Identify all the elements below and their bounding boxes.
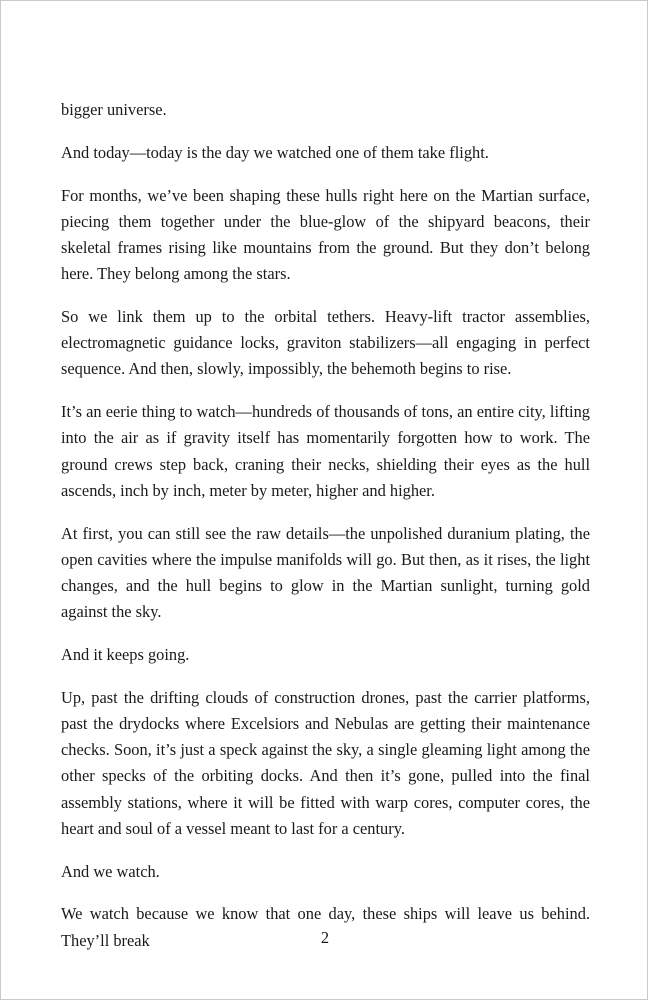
paragraph-6: At first, you can still see the raw details—the unpolished duranium plating, the open cavities where the impulse manifolds will go. But then, as it rises, the light changes, and the hull begins to glow in the Martian sunlight, turning gold against the sky. — [61, 523, 590, 622]
paragraph-5: It’s an eerie thing to watch—hundreds of thousands of tons, an entire city, lifting into the air as if gravity itself has momentarily forgotten how to work. The ground crews step back, craning their necks, shielding their eyes as the hull ascends, inch by inch, meter by meter, higher and higher. — [61, 402, 590, 500]
body-text — [61, 97, 590, 970]
paragraph-8: Up, past the drifting clouds of construction drones, past the carrier platforms, past the drydocks where Excelsiors and Nebulas are getting their maintenance checks. Soon, it’s just a speck against the sky, a single gleaming light among the other specks of the orbiting docks. And then it’s gone, pulled into the final assembly stations, where it will be fitted with warp cores, computer cores, the heart and soul of a vessel meant to last for a century. — [61, 687, 590, 838]
paragraph-9: And we watch. — [61, 861, 160, 881]
paragraph-10: We watch because we know that one day, these ships will leave us behind. They’ll break — [61, 904, 590, 950]
page-number: 2 — [320, 928, 330, 947]
paragraph-3: For months, we’ve been shaping these hulls right here on the Martian surface, piecing them together under the blue-glow of the shipyard beacons, their skeletal frames rising like mountains from the ground. But they don’t belong here. They belong among the stars. — [61, 185, 590, 284]
paragraph-7: And it keeps going. — [61, 645, 190, 665]
paragraph-4: So we link them up to the orbital tethers. Heavy-lift tractor assemblies, electromagnetic guidance locks, graviton stabilizers—all engaging in perfect sequence. And then, slowly, impossibly, the behemoth begins to rise. — [61, 307, 590, 379]
paragraph-1: bigger universe. — [61, 100, 167, 119]
paragraph-2: And today—today is the day we watched one of them take flight. — [61, 142, 489, 162]
